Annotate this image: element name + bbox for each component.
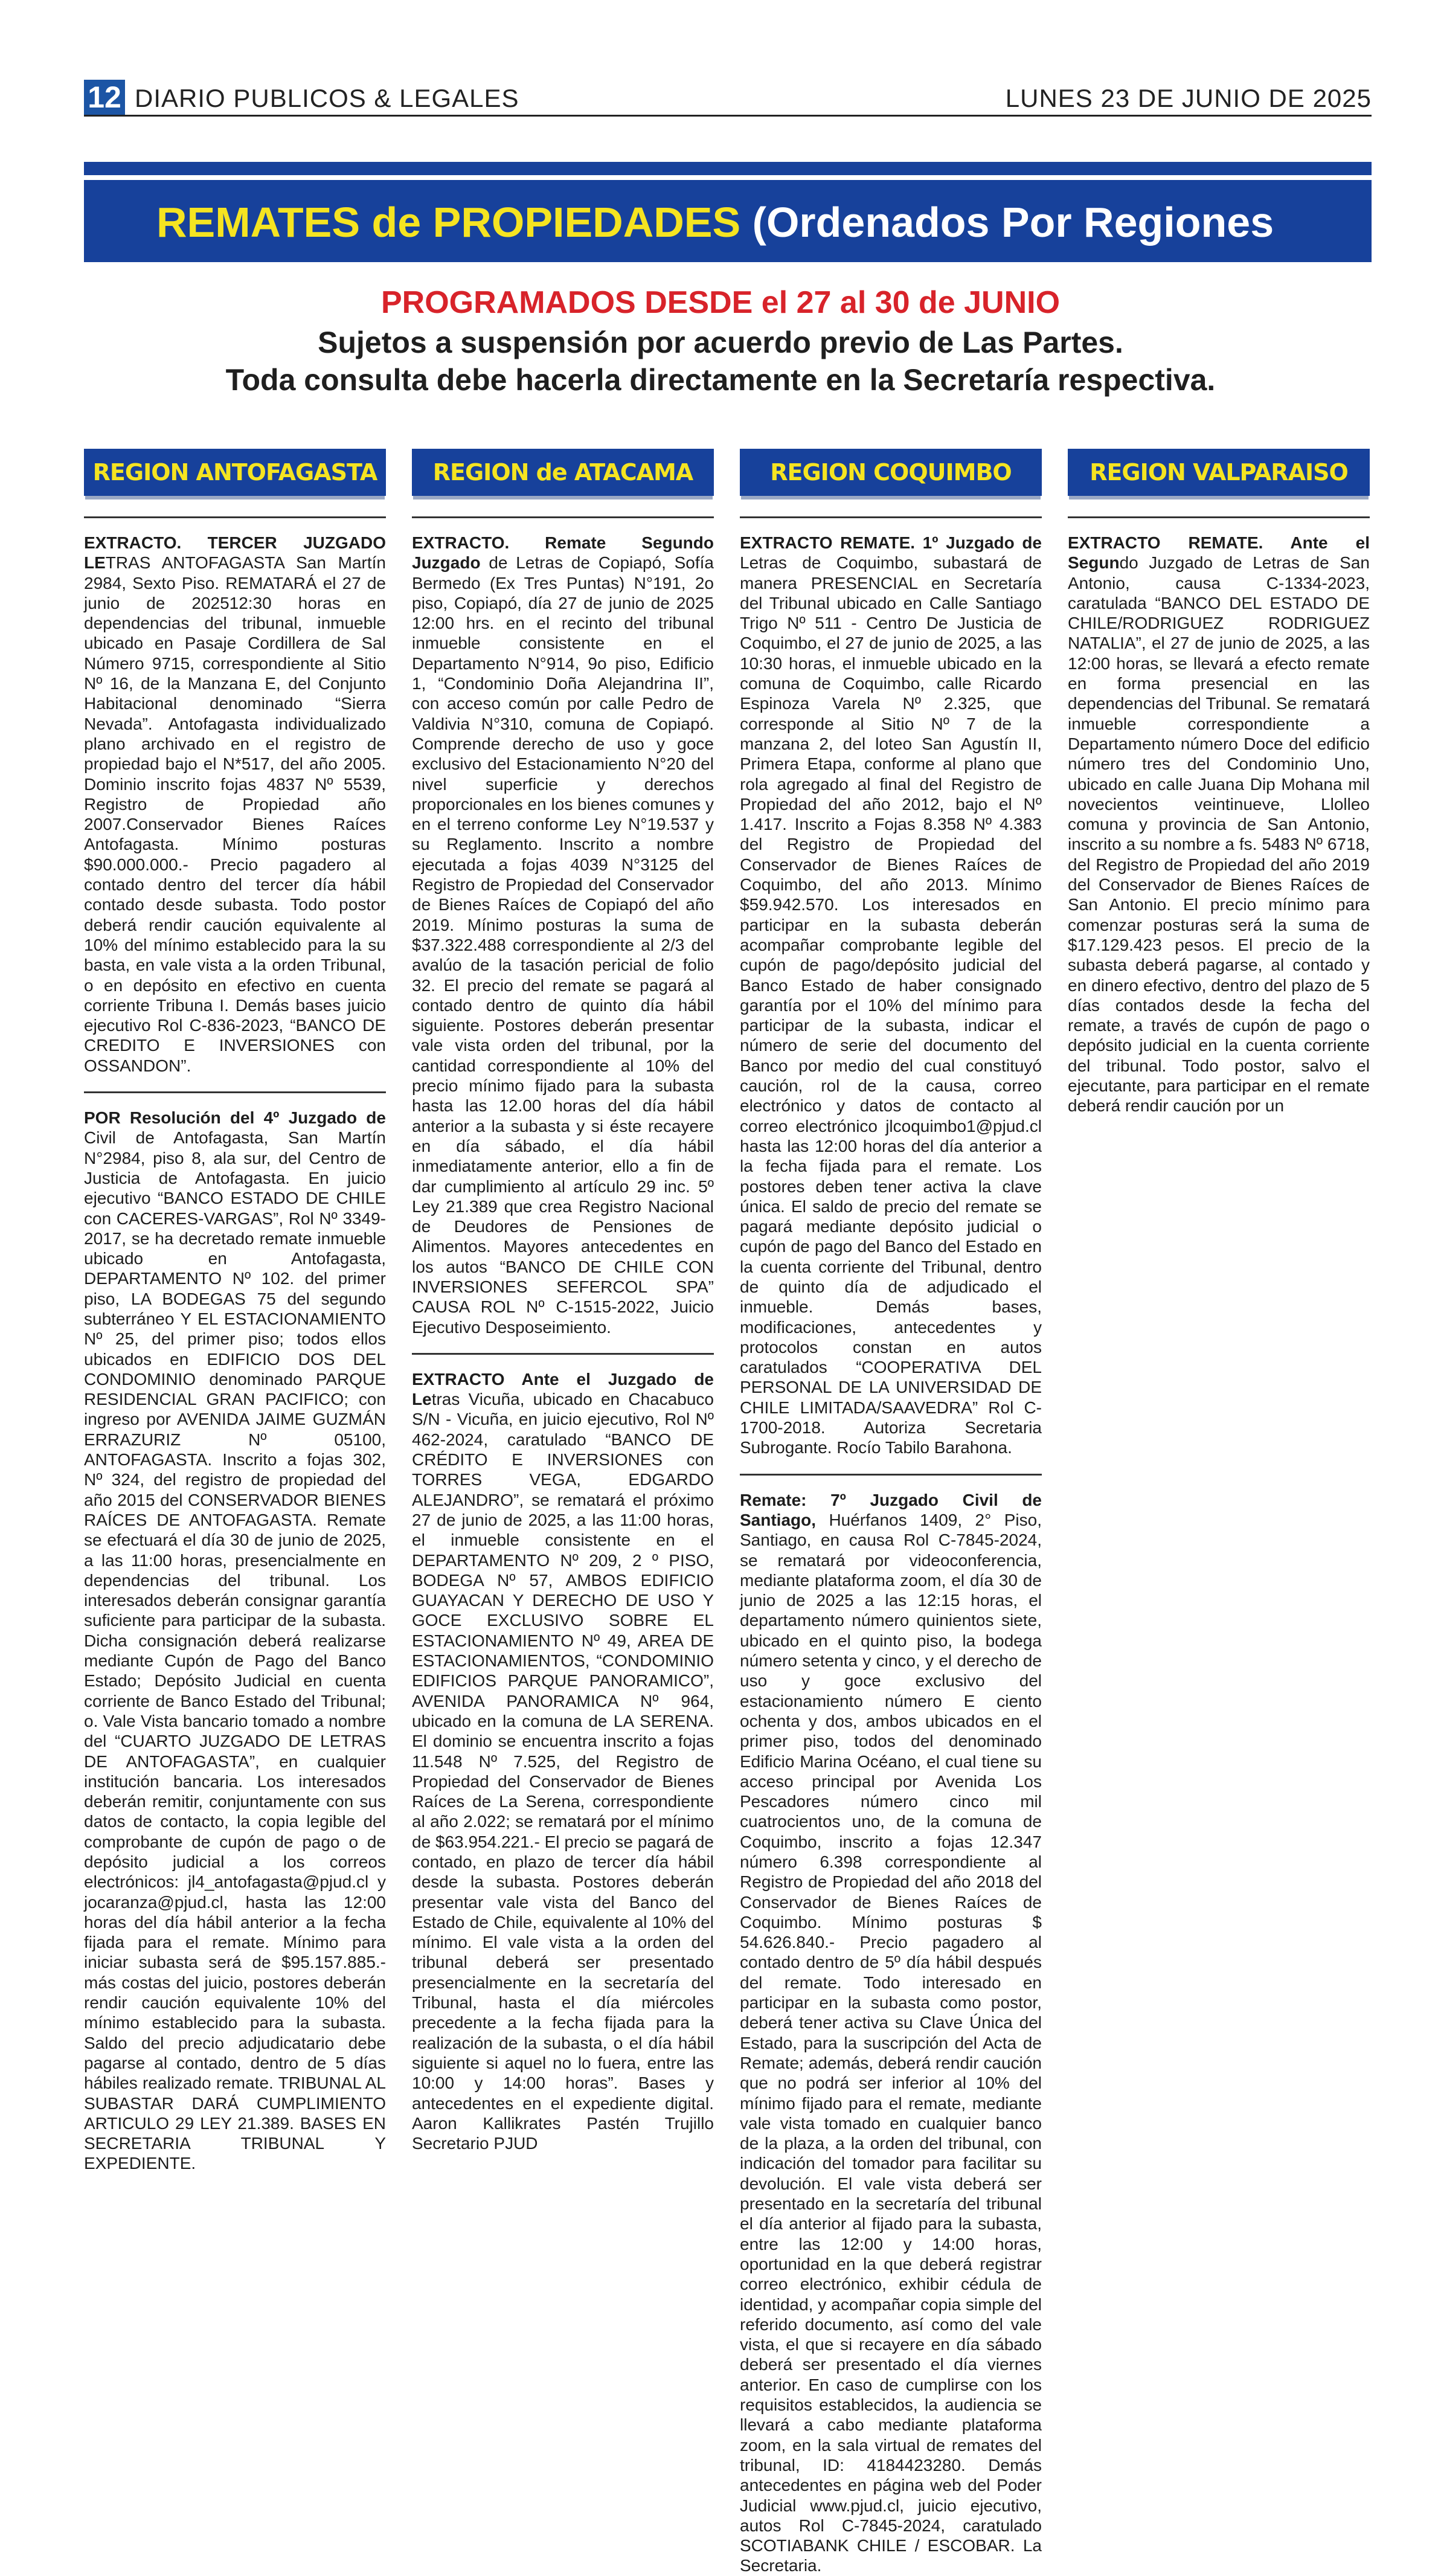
subtitle-line-2: Toda consulta debe hacerla directamente en la Secretaría respectiva.	[225, 363, 1216, 397]
notice-lead: EXTRACTO. Remate Segundo Juzgado	[412, 533, 714, 573]
column-4	[1068, 444, 1370, 2099]
column-1	[84, 444, 386, 2173]
notice-body: Civil de Antofagasta, San Martín N°2984, piso 8, ala sur, del Centro de Justicia de Antofagasta. En juicio ejecutivo “BANCO ESTADO DE CHILE con CACERES-VARGAS”, Rol Nº 3349-2017, se ha decretado remate inmueble ubicado en Antofagasta, DEPARTAMENTO Nº 102. del primer piso, LA BODEGAS 75 del segundo subterráneo Y EL ESTACIONAMIENTO Nº 25, del primer piso; todos ellos ubicados en EDIFICIO DOS DEL CONDOMINIO denominado PARQUE RESIDENCIAL GRAN PACIFICO; con ingreso por AVENIDA JAIME GUZMÁN ERRAZURIZ Nº 05100, ANTOFAGASTA. Inscrito a fojas 302, Nº 324, del registro de propiedad del año 2015 del CONSERVADOR BIENES RAÍCES DE ANTOFAGASTA. Remate se efectuará el día 30 de junio de 2025, a las 11:00 horas, presencialmente en dependencias del tribunal. Los interesados deberán consignar garantía suficiente para participar de la subasta. Dicha consignación deberá realizarse mediante Cupón de Pago del Banco Estado; Depósito Judicial en cuenta corriente de Banco Estado del Tribunal; o. Vale Vista bancario tomado a nombre del “CUARTO JUZGADO DE LETRAS DE ANTOFAGASTA”, en cualquier institución bancaria. Los interesados deberán remitir, conjuntamente con sus datos de contacto, la copia legible del comprobante de cupón de pago o de depósito judicial a los correos electrónicos: jl4_antofagasta@pjud.cl y jocaranza@pjud.cl, hasta las 12:00 horas del día hábil anterior a la fecha fijada para el remate. Mínimo para iniciar subasta será de $95.157.885.-más costas del juicio, postores deberán rendir caución equivalente 10% del mínimo establecido para la subasta. Saldo del precio adjudicatario debe pagarse al contado, dentro de 5 días hábiles realizado remate. TRIBUNAL AL SUBASTAR DARÁ CUMPLIMIENTO ARTICULO 29 LEY 21.389. BASES EN SECRETARIA TRIBUNAL Y EXPEDIENTE.	[84, 1128, 386, 2173]
notice-body: tras Vicuña, ubicado en Chacabuco S/N - Vicuña, en juicio ejecutivo, Rol Nº 462-2024, caratulado “BANCO DE CRÉDITO E INVERSIONES con TORRES VEGA, EDGARDO ALEJANDRO”, se rematará el próximo 27 de junio de 2025, a las 11:00 horas, el inmueble consistente en el DEPARTAMENTO Nº 209, 2 º PISO, BODEGA Nº 57, AMBOS EDIFICIO GUAYACAN Y DERECHO DE USO Y GOCE EXCLUSIVO SOBRE EL ESTACIONAMIENTO Nº 49, AREA DE ESTACIONAMIENTOS, “CONDOMINIO EDIFICIOS PARQUE PANORAMICO”, AVENIDA PANORAMICA Nº 964, ubicado en la comuna de LA SERENA. El dominio se encuentra inscrito a fojas 11.548 Nº 7.525, del Registro de Propiedad del Conservador de Bienes Raíces de La Serena, correspondiente al año 2.022; se rematará por el mínimo de $63.954.221.- El precio se pagará de contado, en plazo de tercer día hábil desde la subasta. Postores deberán presentar vale vista del Banco del Estado de Chile, equivalente al 10% del mínimo. El vale vista a la orden del tribunal deberá ser presentado presencialmente en la secretaría del Tribunal, hasta el día miércoles precedente a la fecha fijada para la realización de la subasta, o el día hábil siguiente si aquel no lo fuera, entre las 10:00 y 14:00 horas”. Bases y antecedentes en el expediente digital. Aaron Kallikrates Pastén Trujillo Secretario PJUD	[412, 1390, 714, 2153]
notice-coquimbo-1	[740, 533, 1042, 1458]
notice-body: Huérfanos 1409, 2° Piso, Santiago, en causa Rol C-7845-2024, se rematará por videoconferencia, mediante plataforma zoom, el día 30 de junio de 2025 a las 12:15 horas, el departamento número quinientos siete, ubicado en el quinto piso, la bodega número setenta y cinco, y el derecho de uso y goce exclusivo del estacionamiento número E ciento ochenta y dos, ambos ubicados en el primer piso, todos del denominado Edificio Marina Océano, el cual tiene su acceso principal por Avenida Los Pescadores número cinco mil cuatrocientos uno, de la comuna de Coquimbo, inscrito a fojas 12.347 número 6.398 correspondiente al Registro de Propiedad del año 2018 del Conservador de Bienes Raíces de Coquimbo. Mínimo posturas $ 54.626.840.- Precio pagadero al contado dentro de 5º día hábil después del remate. Todo interesado en participar en la subasta como postor, deberá tener activa su Clave Única del Estado, para la suscripción del Acta de Remate; además, deberá rendir caución que no podrá ser inferior al 10% del mínimo fijado para el remate, mediante vale vista tomado en cualquier banco de la plaza, a la orden del tribunal, con indicación del tomador para facilitar su devolución. El vale vista deberá ser presentado en la secretaría del tribunal el día anterior al fijado para la subasta, entre las 12:00 y 14:00 horas, oportunidad en la que deberá registrar correo electrónico, exhibir cédula de identidad, y acompañar copia simple del referido documento, así como del vale vista, el que si recayere en día sábado deberá ser presentado el día viernes anterior. En caso de cumplirse con los requisitos establecidos, la audiencia se llevará a cabo mediante plataforma zoom, en la sala virtual de remates del tribunal, ID: 4184423280. Demás antecedentes en página web del Poder Judicial www.pjud.cl, juicio ejecutivo, autos Rol C-7845-2024, caratulado SCOTIABANK CHILE / ESCOBAR. La Secretaria.	[740, 1510, 1042, 2575]
subtitle-line-1: Sujetos a suspensión por acuerdo previo de Las Partes.	[318, 326, 1123, 359]
notice-body: do Juzgado de Letras de San Antonio, causa C-1334-2023, caratulada “BANCO DEL ESTADO DE CHILE/RODRIGUEZ RODRIGUEZ NATALIA”, el 27 de junio de 2025, a las 12:00 horas, se llevará a efecto remate en forma presencial en las dependencias del Tribunal. Se rematará inmueble correspondiente a Departamento número Doce del edificio número tres del Condominio Uno, ubicado en calle Juana Dip Mohana mil novecientos veintinueve, Llolleo comuna y provincia de San Antonio, inscrito a su nombre a fs. 5483 Nº 6718, del Registro de Propiedad del año 2019 del Conservador de Bienes Raíces de San Antonio. El precio mínimo para comenzar posturas será la suma de $17.129.423 pesos. El precio de la subasta deberá pagarse, al contado y en dinero efectivo, dentro del plazo de 5 días contados desde la fecha del remate, a través de cupón de pago o depósito judicial en la cuenta corriente del tribunal. Todo postor, salvo el ejecutante, para participar en el remate deberá rendir caución por un	[1068, 553, 1370, 1116]
notice-lead: EXTRACTO. TERCER JUZGADO LE	[84, 533, 386, 573]
region-header-valparaiso: REGION VALPARAISO	[1068, 449, 1370, 496]
divider	[84, 516, 386, 518]
notice-lead: EXTRACTO REMATE. 1º Juzgado de	[740, 533, 1042, 552]
section-banner	[84, 180, 1372, 262]
divider	[740, 1474, 1042, 1476]
divider	[412, 1353, 714, 1355]
region-header-coquimbo: REGION COQUIMBO	[740, 449, 1042, 496]
paper-name: DIARIO PUBLICOS & LEGALES	[135, 84, 519, 112]
schedule-subtitle: PROGRAMADOS DESDE el 27 al 30 de JUNIO	[380, 285, 1061, 320]
notice-antofagasta-2	[84, 1108, 386, 2174]
notice-lead: EXTRACTO REMATE. Ante el Segun	[1068, 533, 1370, 573]
notice-coquimbo-2	[740, 1490, 1042, 2576]
notice-lead: POR Resolución del 4º Juzgado de	[84, 1108, 386, 1128]
banner-title	[156, 198, 1274, 246]
page-header	[84, 77, 1372, 117]
notice-lead: EXTRACTO Ante el Juzgado de Le	[412, 1369, 714, 1409]
notice-body: TRAS ANTOFAGASTA San Martín 2984, Sexto Piso. REMATARÁ el 27 de junio de 202512:30 horas en dependencias del tribunal, inmueble ubicado en Pasaje Cordillera de Sal Número 9715, correspondiente al Sitio Nº 16, de la Manzana E, del Conjunto Habitacional denominado “Sierra Nevada”. Antofagasta individualizado plano archivado en el registro de propiedad bajo el N*517, del año 2005. Dominio inscrito fojas 4837 Nº 5539, Registro de Propiedad año 2007.Conservador Bienes Raíces Antofagasta. Mínimo posturas $90.000.000.- Precio pagadero al contado dentro del tercer día hábil contado desde subasta. Todo postor deberá rendir caución equivalente al 10% del mínimo establecido para la su basta, en vale vista a la orden Tribunal, o en depósito en efectivo en cuenta corriente Tribuna I. Demás bases juicio ejecutivo Rol C-836-2023, “BANCO DE CREDITO E INVERSIONES con OSSANDON”.	[84, 553, 386, 1075]
notice-antofagasta-1	[84, 533, 386, 1076]
notice-body: de Letras de Copiapó, Sofía Bermedo (Ex Tres Puntas) N°191, 2o piso, Copiapó, día 27 de junio de 2025 12:00 hrs. en el recinto del tribunal inmueble consistente en el Departamento N°914, 9o piso, Edificio 1, “Condominio Doña Alejandrina II”, con acceso común por calle Pedro de Valdivia N°310, comuna de Copiapó. Comprende derecho de uso y goce exclusivo del Estacionamiento N°20 del nivel superficie y derechos proporcionales en los bienes comunes y en el terreno conforme Ley N°19.537 y su Reglamento. Inscrito a nombre ejecutada a fojas 4039 N°3125 del Registro de Propiedad del Conservador de Bienes Raíces de Copiapó del año 2019. Mínimo posturas la suma de $37.322.488 correspondiente al 2/3 del avalúo de la tasación pericial de folio 32. El precio del remate se pagará al contado dentro de quinto día hábil siguiente. Postores deberán presentar vale vista orden del tribunal, por la cantidad correspondiente al 10% del precio mínimo fijado para la subasta hasta las 12.00 horas del día hábil anterior a la subasta y si éste recayere en día sábado, el día hábil inmediatamente anterior, ello a fin de dar cumplimiento al artículo 29 inc. 5º Ley 21.389 que crea Registro Nacional de Deudores de Pensiones de Alimentos. Mayores antecedentes en los autos “BANCO DE CHILE CON INVERSIONES SEFERCOL SPA” CAUSA ROL Nº C-1515-2022, Juicio Ejecutivo Desposeimiento.	[412, 553, 714, 1337]
issue-date: LUNES 23 DE JUNIO DE 2025	[1005, 84, 1372, 112]
region-header-antofagasta: REGION ANTOFAGASTA	[84, 449, 386, 496]
notice-atacama-2	[412, 1369, 714, 2154]
banner-top-bar	[84, 162, 1372, 175]
notice-body: Letras de Coquimbo, subastará de manera PRESENCIAL en Secretaría del Tribunal ubicado en Calle Santiago Trigo Nº 511 - Centro De Justicia de Coquimbo, el 27 de junio de 2025, a las 10:30 horas, el inmueble ubicado en la comuna de Coquimbo, calle Ricardo Espinoza Varela Nº 2.325, que corresponde al Sitio Nº 7 de la manzana 2, del loteo San Agustín II, Primera Etapa, conforme al plano que rola agregado al final del Registro de Propiedad del año 2012, bajo el Nº 1.417. Inscrito a Fojas 8.358 Nº 4.383 del Registro de Propiedad del Conservador de Bienes Raíces de Coquimbo, del año 2013. Mínimo $59.942.570. Los interesados en participar en la subasta deberán acompañar comprobante legible del cupón de pago/depósito judicial del Banco Estado de haber consignado garantía por el 10% del mínimo para participar de la subasta, indicar el número de serie del documento del Banco por medio del cual constituyó caución, rol de la causa, correo electrónico y datos de contacto al correo electrónico jlcoquimbo1@pjud.cl hasta las 12:00 horas del día anterior a la fecha fijada para el remate. Los postores deben tener activa la clave única. El saldo de precio del remate se pagará mediante depósito judicial o cupón de pago del Banco del Estado en la cuenta corriente del Tribunal, dentro de quinto día de adjudicado el inmueble. Demás bases, modificaciones, antecedentes y protocolos constan en autos caratulados “COOPERATIVA DEL PERSONAL DE LA UNIVERSIDAD DE CHILE LIMITADA/SAAVEDRA” Rol C-1700-2018. Autoriza Secretaria Subrogante. Rocío Tabilo Barahona.	[740, 553, 1042, 1457]
divider	[740, 516, 1042, 518]
notice-lead: Remate: 7º Juzgado Civil de Santiago,	[740, 1490, 1042, 1529]
banner-title-part2: (Ordenados Por Regiones	[752, 199, 1274, 246]
page-number: 12	[84, 80, 125, 115]
column-2	[412, 444, 714, 2153]
column-3	[740, 444, 1042, 2575]
region-header-atacama: REGION de ATACAMA	[412, 449, 714, 496]
divider	[84, 1091, 386, 1093]
banner-title-part1: REMATES de PROPIEDADES	[156, 199, 741, 246]
divider	[412, 516, 714, 518]
notice-valparaiso-1	[1068, 533, 1370, 1116]
notice-atacama-1	[412, 533, 714, 1337]
divider	[1068, 516, 1370, 518]
